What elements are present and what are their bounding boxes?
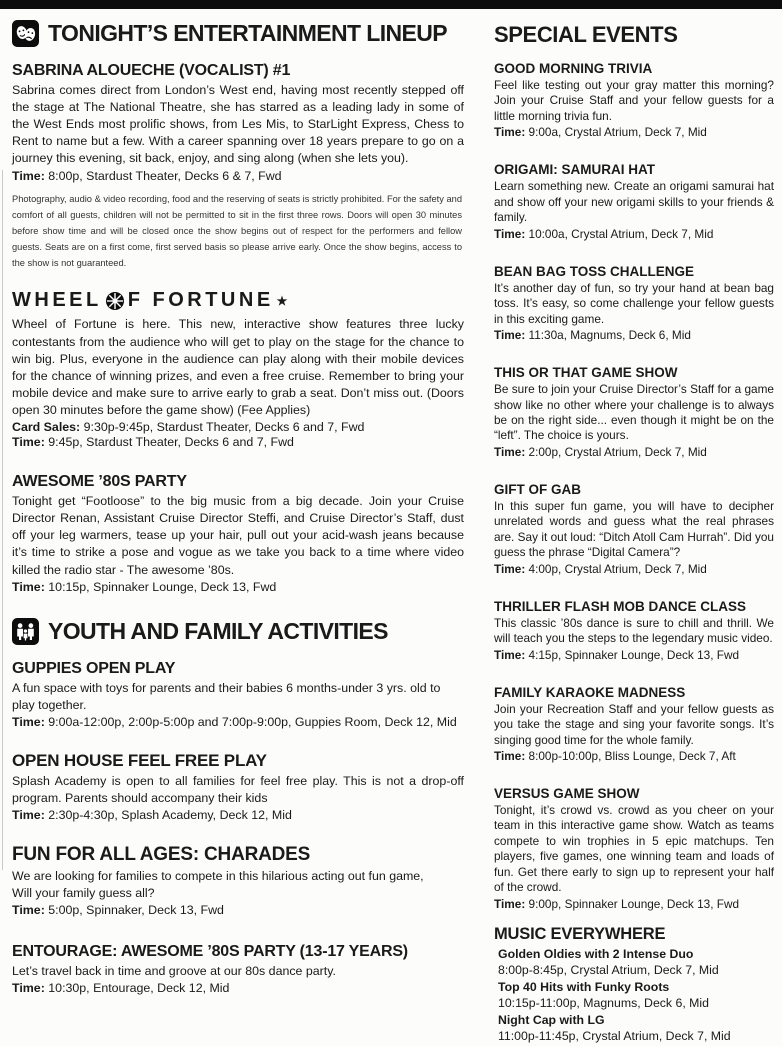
event-charades — [12, 844, 464, 917]
event-time — [494, 749, 774, 763]
event-description: A fun space with toys for parents and their babies 6 months-under 3 yrs. old to play together. — [12, 680, 441, 712]
time-label: Time: — [12, 168, 45, 183]
event-open-house-feel-free-play — [12, 751, 464, 822]
event-title: GIFT OF GAB — [494, 481, 581, 497]
time-label: Time: — [12, 903, 45, 918]
event-time — [12, 903, 464, 917]
section-music-everywhere — [494, 925, 774, 1045]
wheel-of-fortune-logo — [12, 289, 464, 312]
event-family-karaoke — [494, 685, 774, 763]
event-good-morning-trivia — [494, 61, 774, 139]
event-title: ORIGAMI: SAMURAI HAT — [494, 162, 655, 178]
section-header-youth — [12, 618, 464, 645]
time-value: 2:00p, Crystal Atrium, Deck 7, Mid — [528, 444, 707, 459]
event-description: Let’s travel back in time and groove at our 80s dance party. — [12, 964, 336, 979]
time-value: 9:00p, Spinnaker Lounge, Deck 13, Fwd — [528, 896, 740, 911]
event-entourage-80s-party — [12, 943, 464, 995]
event-time — [494, 562, 774, 576]
section-title-entertainment: TONIGHT’S ENTERTAINMENT LINEUP — [48, 20, 447, 46]
time-label: Time: — [494, 647, 526, 662]
event-description: This classic ’80s dance is sure to chill and thrill. We will teach you the steps to the legendary music video. — [494, 615, 774, 646]
event-guppies-open-play — [12, 660, 464, 729]
music-act-time: 10:15p-11:00p, Magnums, Deck 6, Mid — [498, 995, 709, 1010]
family-icon — [12, 618, 39, 645]
event-origami-samurai-hat — [494, 162, 774, 240]
event-title: VERSUS GAME SHOW — [494, 785, 640, 801]
time-label: Time: — [12, 579, 45, 594]
event-description: Learn something new. Create an origami samurai hat and show off your new origami skills to your friends & family. — [494, 179, 774, 225]
time-label: Time: — [494, 444, 526, 459]
time-value: 8:00p, Stardust Theater, Decks 6 & 7, Fwd — [48, 168, 282, 183]
time-value: 8:00p-10:00p, Bliss Lounge, Deck 7, Aft — [528, 748, 736, 763]
event-time — [12, 981, 464, 995]
theater-fine-print: Photography, audio & video recording, food and the reserving of seats is strictly prohibited. For the safety and comfort of all guests, children will not be permitted to sit in the first three rows. Doors will open 30 minutes before show time and will be closed once the show begins out of respect for the performers and fellow guests. Seats are on a first come, first served basis so please arrive early. Once the show begins, access to the show is not guaranteed. — [12, 193, 462, 269]
event-description: Join your Recreation Staff and your fellow guests as you take the stage and sing your favorite songs. It’s singing good time for the whole family. — [494, 701, 774, 747]
top-black-bar — [0, 0, 782, 9]
time-label: Time: — [494, 748, 526, 763]
right-column — [464, 13, 774, 1046]
event-description: Sabrina comes direct from London’s West end, having most recently stepped off the stage at The National Theatre, she has starred as a leading lady in some of the West Ends most prolific shows, from Les Mis, to StarLight Express, Chess to Rent to name but a few. With a career spanning over 18 years prepare to go on a journey this evening, sit back, enjoy, and sing along (when she lets you). — [12, 83, 464, 166]
theater-masks-icon — [12, 20, 39, 47]
music-item — [494, 947, 774, 979]
event-time — [494, 648, 774, 662]
event-title: SABRINA ALOUECHE (VOCALIST) #1 — [12, 62, 291, 79]
event-time — [494, 445, 774, 459]
event-title: ENTOURAGE: AWESOME ’80S PARTY (13-17 YEARS) — [12, 943, 408, 961]
event-title: FUN FOR ALL AGES: CHARADES — [12, 844, 311, 866]
music-act-name: Top 40 Hits with Funky Roots — [498, 979, 670, 994]
time-value: 10:30p, Entourage, Deck 12, Mid — [48, 981, 230, 996]
event-time — [12, 715, 464, 729]
event-title: GOOD MORNING TRIVIA — [494, 61, 653, 76]
event-title: GUPPIES OPEN PLAY — [12, 659, 176, 677]
music-act-time: 11:00p-11:45p, Crystal Atrium, Deck 7, Mid — [498, 1028, 731, 1043]
time-value: 10:15p, Spinnaker Lounge, Deck 13, Fwd — [48, 579, 277, 594]
time-value: 11:30a, Magnums, Deck 6, Mid — [528, 328, 691, 343]
wheel-logo-post: F FORTUNE — [127, 289, 274, 312]
event-this-or-that — [494, 365, 774, 459]
time-label: Time: — [494, 561, 526, 576]
event-versus-game-show — [494, 786, 774, 911]
event-description: We are looking for families to compete in this hilarious acting out fun game, — [12, 869, 424, 884]
event-title: FAMILY KARAOKE MADNESS — [494, 684, 686, 700]
time-value: 9:00a-12:00p, 2:00p-5:00p and 7:00p-9:00p, Guppies Room, Deck 12, Mid — [48, 714, 457, 729]
event-description: It’s another day of fun, so try your hand at bean bag toss. It’s easy, so come challenge your fellow guests in this exciting game. — [494, 280, 774, 326]
event-title: THRILLER FLASH MOB DANCE CLASS — [494, 598, 746, 614]
time-value: 2:30p-4:30p, Splash Academy, Deck 12, Mid — [48, 808, 292, 823]
music-act-name: Night Cap with LG — [498, 1012, 605, 1027]
section-youth-family — [12, 618, 464, 996]
event-card-sales — [12, 420, 464, 434]
event-description: Splash Academy is open to all families for feel free play. This is not a drop-off program. Parents should accompany their kids — [12, 773, 464, 805]
section-title-youth: YOUTH AND FAMILY ACTIVITIES — [48, 617, 388, 644]
music-act-name: Golden Oldies with 2 Intense Duo — [498, 946, 694, 961]
time-label: Time: — [494, 328, 526, 343]
time-label: Time: — [494, 226, 526, 241]
scan-edge-line — [2, 170, 3, 870]
time-label: Time: — [12, 981, 45, 996]
event-wheel-of-fortune — [12, 289, 464, 449]
music-item — [494, 1013, 774, 1045]
event-description: In this super fun game, you will have to decipher unrelated words and guess what the real phrases are. Say it out loud: “Ditch Atoll Cam Hurrah”. Did you guess the phrase “Digital Camera”? — [494, 498, 774, 560]
time-value: 5:00p, Spinnaker, Deck 13, Fwd — [48, 903, 224, 918]
time-label: Time: — [12, 435, 45, 450]
music-act-time: 8:00p-8:45p, Crystal Atrium, Deck 7, Mid — [498, 962, 719, 977]
event-title: AWESOME ’80S PARTY — [12, 473, 187, 491]
page-columns — [0, 9, 782, 1046]
event-title: OPEN HOUSE FEEL FREE PLAY — [12, 750, 267, 770]
event-description: Feel like testing out your gray matter this morning? Join your Cruise Staff and your fellow guests for a little morning trivia fun. — [494, 78, 774, 123]
card-sales-label: Card Sales: — [12, 420, 81, 435]
event-title: THIS OR THAT GAME SHOW — [494, 365, 678, 381]
music-item — [494, 980, 774, 1012]
section-header-entertainment — [12, 20, 464, 47]
left-column — [12, 13, 464, 1046]
time-value: 9:00a, Crystal Atrium, Deck 7, Mid — [528, 125, 707, 140]
time-value: 10:00a, Crystal Atrium, Deck 7, Mid — [528, 226, 714, 241]
event-time — [12, 169, 464, 183]
wheel-logo-pre: WHEEL — [12, 289, 102, 312]
event-time — [494, 227, 774, 241]
event-description: Be sure to join your Cruise Director’s Staff for a game show like no other where your challenge is to always be on the right side... even though it might be on the “left”. The choice is yours. — [494, 382, 774, 443]
wheel-icon — [105, 291, 125, 311]
event-title: BEAN BAG TOSS CHALLENGE — [494, 263, 695, 279]
time-value: 4:00p, Crystal Atrium, Deck 7, Mid — [528, 561, 707, 576]
event-time — [494, 328, 774, 342]
time-label: Time: — [494, 896, 526, 911]
event-gift-of-gab — [494, 482, 774, 576]
event-time — [12, 580, 464, 594]
event-time — [12, 808, 464, 822]
time-value: 4:15p, Spinnaker Lounge, Deck 13, Fwd — [528, 647, 740, 662]
music-everywhere-title: MUSIC EVERYWHERE — [494, 924, 666, 943]
event-description: Tonight get “Footloose” to the big music from a big decade. Join your Cruise Director Renan, Assistant Cruise Director Steffi, and Cruise Director’s Staff, dust off your leg warmers, tease up your hair, pull out your acid-wash jeans because it’s time to strike a pose and vogue as we take you back to a time where video killed the radio star - The awesome ’80s. — [12, 494, 464, 577]
event-sabrina-aloueche — [12, 62, 464, 271]
time-label: Time: — [12, 714, 45, 729]
time-value: 9:45p, Stardust Theater, Decks 6 and 7, Fwd — [48, 435, 294, 450]
event-description-line2: Will your family guess all? — [12, 886, 155, 901]
event-description: Tonight, it’s crowd vs. crowd as you cheer on your team in this interactive game show. Watch as teams compete to win trophies in 5 epic matchups. Ten players, five games, one winning team and loads of fun. Get there early to sign up to represent your half of the crowd. — [494, 802, 774, 895]
event-description: Wheel of Fortune is here. This new, interactive show features three lucky contestants from the audience who will get to play on the stage for the chance to win big. Plus, everyone in the audience can play along with their mobile devices for the chance of winning prizes, and even a free cruise. Remember to bring your mobile device and make sure to arrive early to grab a seat. Don’t miss out. (Doors open 30 minutes before the game show) (Fee Applies) — [12, 317, 464, 417]
event-time — [12, 435, 464, 449]
card-sales-value: 9:30p-9:45p, Stardust Theater, Decks 6 and 7, Fwd — [83, 420, 365, 435]
time-label: Time: — [494, 125, 526, 140]
time-label: Time: — [12, 808, 45, 823]
event-thriller-flash-mob — [494, 599, 774, 662]
section-title-special-events: SPECIAL EVENTS — [494, 22, 678, 47]
event-bean-bag-toss — [494, 264, 774, 342]
event-awesome-80s-party — [12, 473, 464, 594]
event-time — [494, 125, 774, 139]
star-icon: ★ — [276, 293, 288, 308]
